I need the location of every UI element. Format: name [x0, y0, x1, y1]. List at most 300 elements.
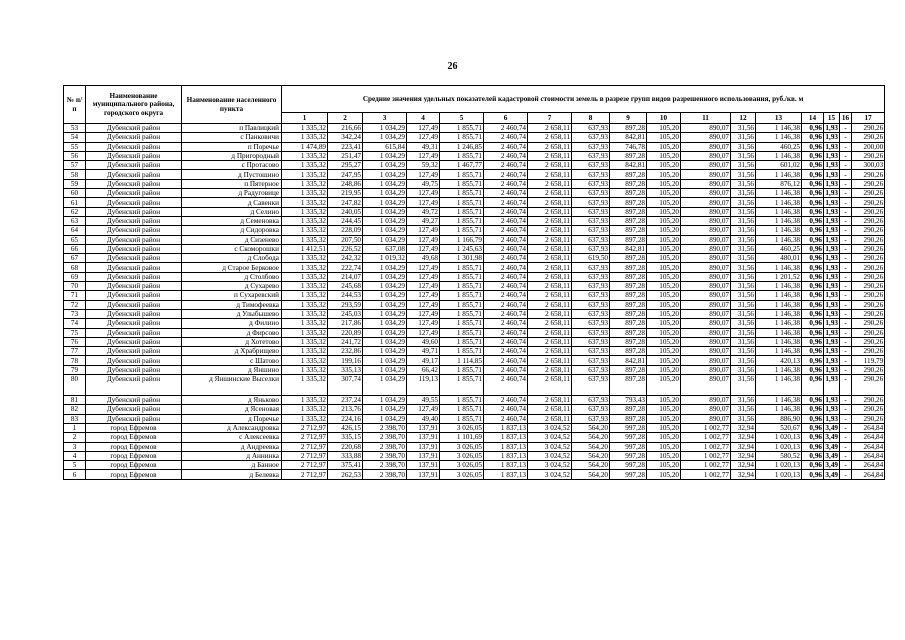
value-cell-11: 890,07: [681, 161, 731, 170]
settlement-cell: д Семеновка: [182, 216, 282, 225]
value-cell-14: 0,96: [802, 161, 824, 170]
value-cell-12: 31,56: [731, 179, 756, 188]
settlement-cell: с Алексеевка: [182, 433, 282, 442]
value-cell-16: -: [840, 226, 852, 235]
value-cell-1: 1 335,32: [282, 282, 328, 291]
value-cell-10: 105,20: [647, 254, 681, 263]
value-cell-4: 49,71: [407, 347, 440, 356]
value-cell-10: 105,20: [647, 179, 681, 188]
value-cell-7: 2 658,11: [528, 226, 572, 235]
value-cell-13: 1 146,38: [756, 291, 802, 300]
value-cell-4: 59,32: [407, 161, 440, 170]
value-cell-4: 127,49: [407, 170, 440, 179]
value-cell-17: 290,26: [852, 216, 885, 225]
value-cell-4: 127,49: [407, 189, 440, 198]
value-cell-16: -: [840, 207, 852, 216]
value-cell-12: 31,56: [731, 309, 756, 318]
value-cell-11: 1 002,77: [681, 470, 731, 479]
value-cell-3: 2 398,70: [363, 451, 407, 460]
value-cell-1: 1 335,32: [282, 207, 328, 216]
value-cell-11: 890,07: [681, 244, 731, 253]
value-cell-11: 890,07: [681, 142, 731, 151]
value-cell-8: 637,93: [572, 414, 610, 423]
value-cell-5: 1 855,71: [440, 133, 484, 142]
header-col-5: 5: [440, 113, 484, 124]
value-cell-9: 897,28: [610, 189, 647, 198]
value-cell-8: 637,93: [572, 133, 610, 142]
value-cell-11: 890,07: [681, 189, 731, 198]
value-cell-9: 997,28: [610, 442, 647, 451]
value-cell-2: 226,52: [328, 244, 363, 253]
table-body: [64, 124, 885, 480]
value-cell-13: 1 146,38: [756, 365, 802, 374]
value-cell-14: 0,96: [802, 198, 824, 207]
row-number: 60: [64, 189, 86, 198]
value-cell-10: 105,20: [647, 263, 681, 272]
settlement-cell: д Пригородный: [182, 151, 282, 160]
value-cell-8: 637,93: [572, 263, 610, 272]
value-cell-10: 105,20: [647, 433, 681, 442]
value-cell-3: 1 034,29: [363, 133, 407, 142]
district-cell: Дубенский район: [86, 189, 182, 198]
value-cell-10: 105,20: [647, 442, 681, 451]
value-cell-7: 2 658,11: [528, 375, 572, 396]
district-cell: Дубенский район: [86, 309, 182, 318]
value-cell-15: 1,93: [825, 245, 838, 253]
value-cell-7: 2 658,11: [528, 414, 572, 423]
row-number: 75: [64, 328, 86, 337]
value-cell-3: 1 034,29: [363, 319, 407, 328]
value-cell-11: 890,07: [681, 375, 731, 396]
value-cell-14: 0,96: [802, 291, 824, 300]
value-cell-3: 1 034,29: [363, 235, 407, 244]
value-cell-13: 520,67: [756, 423, 802, 432]
value-cell-6: 2 460,74: [484, 282, 528, 291]
value-cell-9: 897,28: [610, 328, 647, 337]
value-cell-7: 2 658,11: [528, 347, 572, 356]
district-cell: Дубенский район: [86, 356, 182, 365]
settlement-cell: д Фирсово: [182, 328, 282, 337]
value-cell-10: 105,20: [647, 405, 681, 414]
value-cell-8: 637,93: [572, 375, 610, 396]
value-cell-4: 127,49: [407, 235, 440, 244]
value-cell-16: -: [840, 319, 852, 328]
settlement-cell: п Поречье: [182, 142, 282, 151]
value-cell-17: 290,26: [852, 300, 885, 309]
value-cell-16: -: [840, 309, 852, 318]
value-cell-3: 2 398,70: [363, 433, 407, 442]
value-cell-8: 637,93: [572, 207, 610, 216]
row-number: 73: [64, 309, 86, 318]
value-cell-3: 1 034,29: [363, 396, 407, 405]
value-cell-8: 637,93: [572, 291, 610, 300]
district-cell: Дубенский район: [86, 282, 182, 291]
row-number: 81: [64, 396, 86, 405]
value-cell-3: 1 034,29: [363, 263, 407, 272]
value-cell-6: 2 460,74: [484, 254, 528, 263]
value-cell-8: 637,93: [572, 226, 610, 235]
value-cell-4: 49,31: [407, 142, 440, 151]
value-cell-7: 2 658,11: [528, 254, 572, 263]
value-cell-1: 1 335,32: [282, 356, 328, 365]
value-cell-16: -: [840, 423, 852, 432]
value-cell-15: 1,93: [824, 375, 840, 396]
value-cell-3: 1 034,29: [363, 179, 407, 188]
value-cell-12: 31,56: [731, 405, 756, 414]
value-cell-12: 31,56: [731, 207, 756, 216]
value-cell-4: 127,49: [407, 282, 440, 291]
value-cell-7: 2 658,11: [528, 356, 572, 365]
district-cell: Дубенский район: [86, 142, 182, 151]
value-cell-3: 1 034,29: [363, 414, 407, 423]
value-cell-6: 2 460,74: [484, 347, 528, 356]
value-cell-3: 1 034,29: [363, 347, 407, 356]
value-cell-9: 897,28: [610, 291, 647, 300]
header-col-1: 1: [282, 113, 328, 124]
value-cell-12: 31,56: [731, 133, 756, 142]
value-cell-17: 290,26: [852, 328, 885, 337]
value-cell-9: 897,28: [610, 365, 647, 374]
value-cell-15: 3,49: [825, 461, 838, 470]
value-cell-16: -: [840, 282, 852, 291]
value-cell-4: 137,91: [407, 461, 440, 470]
value-cell-1: 1 474,89: [282, 142, 328, 151]
header-col-7: 7: [528, 113, 572, 124]
value-cell-7: 3 024,52: [528, 461, 572, 470]
table-row: [64, 461, 885, 470]
value-cell-8: 564,20: [572, 461, 610, 470]
value-cell-13: 1 020,13: [756, 442, 802, 451]
value-cell-3: 1 034,29: [363, 189, 407, 198]
value-cell-14: 0,96: [802, 461, 824, 470]
header-district: Наименование муниципального района, городского округа: [86, 86, 182, 124]
settlement-cell: д Савенки: [182, 198, 282, 207]
row-number: 70: [64, 282, 86, 291]
value-cell-3: 1 034,29: [363, 337, 407, 346]
value-cell-13: 601,02: [756, 161, 802, 170]
settlement-cell: с Панковичи: [182, 133, 282, 142]
value-cell-13: 1 146,38: [756, 226, 802, 235]
value-cell-14: 0,96: [802, 244, 824, 253]
value-cell-4: 127,49: [407, 405, 440, 414]
value-cell-11: 890,07: [681, 319, 731, 328]
value-cell-5: 3 026,05: [440, 442, 484, 451]
value-cell-12: 31,56: [731, 282, 756, 291]
value-cell-17: 264,84: [852, 423, 885, 432]
value-cell-1: 1 335,32: [282, 347, 328, 356]
settlement-cell: с Скоморошки: [182, 244, 282, 253]
value-cell-12: 32,94: [731, 442, 756, 451]
table-row: [64, 133, 885, 142]
value-cell-6: 1 837,13: [484, 461, 528, 470]
value-cell-7: 2 658,11: [528, 328, 572, 337]
value-cell-11: 890,07: [681, 207, 731, 216]
value-cell-11: 890,07: [681, 347, 731, 356]
table-row: [64, 470, 885, 479]
value-cell-7: 2 658,11: [528, 216, 572, 225]
value-cell-12: 31,56: [731, 170, 756, 179]
value-cell-12: 32,94: [731, 461, 756, 470]
header-col-6: 6: [484, 113, 528, 124]
value-cell-11: 890,07: [681, 272, 731, 281]
value-cell-6: 2 460,74: [484, 291, 528, 300]
value-cell-15: 1,93: [825, 272, 838, 281]
value-cell-4: 49,72: [407, 207, 440, 216]
table-row: [64, 198, 885, 207]
table-row: [64, 189, 885, 198]
value-cell-15: 1,93: [825, 282, 838, 291]
value-cell-8: 637,93: [572, 396, 610, 405]
value-cell-12: 31,56: [731, 328, 756, 337]
table-row: [64, 451, 885, 460]
district-cell: Дубенский район: [86, 179, 182, 188]
value-cell-2: 222,74: [328, 263, 363, 272]
value-cell-15: 1,93: [825, 396, 838, 405]
settlement-cell: д Старое Берковое: [182, 263, 282, 272]
value-cell-2: 247,95: [328, 170, 363, 179]
value-cell-5: 1 855,71: [440, 365, 484, 374]
value-cell-12: 31,56: [731, 300, 756, 309]
settlement-cell: д Селино: [182, 207, 282, 216]
settlement-cell: д Поречье: [182, 414, 282, 423]
value-cell-14: 0,96: [802, 282, 824, 291]
value-cell-10: 105,20: [647, 161, 681, 170]
district-cell: Дубенский район: [86, 300, 182, 309]
value-cell-14: 0,96: [802, 319, 824, 328]
table-row: [64, 282, 885, 291]
value-cell-2: 207,50: [328, 235, 363, 244]
value-cell-2: 228,09: [328, 226, 363, 235]
value-cell-7: 2 658,11: [528, 207, 572, 216]
value-cell-5: 1 855,71: [440, 396, 484, 405]
value-cell-9: 897,28: [610, 414, 647, 423]
value-cell-10: 105,20: [647, 451, 681, 460]
header-col-15: 15: [824, 113, 840, 124]
value-cell-17: 290,26: [852, 254, 885, 263]
district-cell: город Ефремов: [86, 470, 182, 479]
value-cell-7: 2 658,11: [528, 337, 572, 346]
value-cell-17: 290,26: [852, 263, 885, 272]
row-number: 3: [64, 442, 86, 451]
value-cell-9: 842,81: [610, 161, 647, 170]
value-cell-5: 1 855,71: [440, 207, 484, 216]
district-cell: Дубенский район: [86, 244, 182, 253]
value-cell-2: 241,72: [328, 337, 363, 346]
row-number: 2: [64, 433, 86, 442]
value-cell-9: 897,28: [610, 170, 647, 179]
value-cell-17: 264,84: [852, 451, 885, 460]
value-cell-1: 1 335,32: [282, 133, 328, 142]
value-cell-7: 3 024,52: [528, 442, 572, 451]
table-row: [64, 226, 885, 235]
value-cell-3: 1 034,29: [363, 226, 407, 235]
district-cell: город Ефремов: [86, 442, 182, 451]
value-cell-8: 637,93: [572, 272, 610, 281]
value-cell-2: 242,32: [328, 254, 363, 263]
value-cell-11: 890,07: [681, 337, 731, 346]
value-cell-12: 31,56: [731, 151, 756, 160]
value-cell-9: 897,28: [610, 300, 647, 309]
value-cell-5: 1 855,71: [440, 226, 484, 235]
value-cell-10: 105,20: [647, 347, 681, 356]
value-cell-10: 105,20: [647, 423, 681, 432]
value-cell-7: 2 658,11: [528, 170, 572, 179]
value-cell-11: 890,07: [681, 216, 731, 225]
header-col-11: 11: [681, 113, 731, 124]
value-cell-16: -: [840, 244, 852, 253]
value-cell-10: 105,20: [647, 337, 681, 346]
settlement-cell: д Сизенево: [182, 235, 282, 244]
value-cell-9: 897,28: [610, 207, 647, 216]
district-cell: Дубенский район: [86, 291, 182, 300]
value-cell-16: -: [840, 151, 852, 160]
value-cell-9: 897,28: [610, 151, 647, 160]
value-cell-13: 1 146,38: [756, 207, 802, 216]
value-cell-16: -: [840, 272, 852, 281]
row-number: 71: [64, 291, 86, 300]
value-cell-14: 0,96: [802, 451, 824, 460]
row-number: 80: [64, 375, 86, 396]
value-cell-17: 119,79: [852, 356, 885, 365]
value-cell-11: 890,07: [681, 300, 731, 309]
value-cell-6: 2 460,74: [484, 170, 528, 179]
table-row: [64, 216, 885, 225]
value-cell-14: 0,96: [802, 328, 824, 337]
district-cell: Дубенский район: [86, 337, 182, 346]
value-cell-3: 2 398,70: [363, 423, 407, 432]
value-cell-16: -: [840, 133, 852, 142]
value-cell-15: 1,93: [825, 300, 838, 309]
value-cell-1: 1 335,32: [282, 263, 328, 272]
value-cell-2: 217,86: [328, 319, 363, 328]
settlement-cell: д Пустошино: [182, 170, 282, 179]
value-cell-2: 244,45: [328, 216, 363, 225]
value-cell-7: 2 658,11: [528, 198, 572, 207]
header-col-4: 4: [407, 113, 440, 124]
value-cell-17: 290,26: [852, 405, 885, 414]
table-row: [64, 442, 885, 451]
value-cell-12: 32,94: [731, 433, 756, 442]
value-cell-10: 105,20: [647, 189, 681, 198]
value-cell-12: 31,56: [731, 254, 756, 263]
value-cell-15: 1,93: [825, 170, 838, 179]
table-row: [64, 433, 885, 442]
value-cell-13: 1 020,13: [756, 470, 802, 479]
value-cell-12: 31,56: [731, 347, 756, 356]
row-number: 79: [64, 365, 86, 374]
district-cell: город Ефремов: [86, 461, 182, 470]
settlement-cell: д Банное: [182, 461, 282, 470]
value-cell-9: 897,28: [610, 198, 647, 207]
settlement-cell: д Хотетово: [182, 337, 282, 346]
value-cell-6: 1 837,13: [484, 433, 528, 442]
value-cell-17: 290,26: [852, 235, 885, 244]
value-cell-3: 1 034,29: [363, 282, 407, 291]
district-cell: Дубенский район: [86, 198, 182, 207]
settlement-cell: д Ясеновая: [182, 405, 282, 414]
district-cell: Дубенский район: [86, 347, 182, 356]
value-cell-12: 31,56: [731, 375, 756, 396]
value-cell-16: -: [840, 442, 852, 451]
value-cell-12: 31,56: [731, 263, 756, 272]
value-cell-9: 897,28: [610, 405, 647, 414]
value-cell-15: 1,93: [825, 133, 838, 142]
value-cell-10: 105,20: [647, 365, 681, 374]
value-cell-15: 1,93: [825, 356, 838, 365]
value-cell-1: 1 412,51: [282, 244, 328, 253]
value-cell-8: 564,20: [572, 442, 610, 451]
value-cell-2: 214,07: [328, 272, 363, 281]
row-number: 67: [64, 254, 86, 263]
value-cell-16: -: [840, 405, 852, 414]
value-cell-11: 890,07: [681, 365, 731, 374]
value-cell-3: 2 398,70: [363, 470, 407, 479]
value-cell-15: 1,93: [825, 124, 838, 133]
district-cell: Дубенский район: [86, 405, 182, 414]
value-cell-14: 0,96: [802, 375, 824, 396]
value-cell-8: 637,93: [572, 198, 610, 207]
value-cell-3: 1 034,29: [363, 207, 407, 216]
value-cell-12: 31,56: [731, 365, 756, 374]
value-cell-11: 890,07: [681, 414, 731, 423]
value-cell-11: 890,07: [681, 396, 731, 405]
value-cell-8: 637,93: [572, 244, 610, 253]
value-cell-6: 2 460,74: [484, 216, 528, 225]
table-row: [64, 356, 885, 365]
value-cell-4: 137,91: [407, 423, 440, 432]
header-col-14: 14: [802, 113, 824, 124]
value-cell-8: 637,93: [572, 179, 610, 188]
value-cell-5: 3 026,05: [440, 423, 484, 432]
value-cell-11: 890,07: [681, 263, 731, 272]
settlement-cell: с Протасово: [182, 161, 282, 170]
value-cell-15: 3,49: [825, 451, 838, 460]
value-cell-12: 31,56: [731, 124, 756, 133]
value-cell-5: 1 245,63: [440, 244, 484, 253]
district-cell: Дубенский район: [86, 216, 182, 225]
district-cell: Дубенский район: [86, 375, 182, 396]
value-cell-11: 890,07: [681, 151, 731, 160]
value-cell-16: -: [840, 189, 852, 198]
value-cell-10: 105,20: [647, 470, 681, 479]
value-cell-17: 290,26: [852, 291, 885, 300]
value-cell-15: 1,93: [825, 142, 838, 151]
value-cell-1: 1 335,32: [282, 309, 328, 318]
value-cell-1: 1 335,32: [282, 254, 328, 263]
value-cell-3: 1 034,29: [363, 405, 407, 414]
settlement-cell: д Андреевка: [182, 442, 282, 451]
table-row: [64, 300, 885, 309]
value-cell-11: 890,07: [681, 254, 731, 263]
value-cell-12: 31,56: [731, 142, 756, 151]
value-cell-15: 3,49: [825, 433, 838, 442]
value-cell-8: 619,50: [572, 254, 610, 263]
value-cell-6: 2 460,74: [484, 263, 528, 272]
value-cell-4: 137,91: [407, 470, 440, 479]
header-col-9: 9: [610, 113, 647, 124]
value-cell-9: 897,28: [610, 347, 647, 356]
value-cell-9: 897,28: [610, 179, 647, 188]
district-cell: Дубенский район: [86, 207, 182, 216]
value-cell-13: 460,25: [756, 142, 802, 151]
value-cell-12: 32,94: [731, 451, 756, 460]
value-cell-15: 1,93: [825, 310, 838, 319]
value-cell-14: 0,96: [802, 356, 824, 365]
value-cell-12: 32,94: [731, 470, 756, 479]
value-cell-3: 1 034,29: [363, 365, 407, 374]
value-cell-9: 897,28: [610, 254, 647, 263]
header-col-13: 13: [756, 113, 802, 124]
